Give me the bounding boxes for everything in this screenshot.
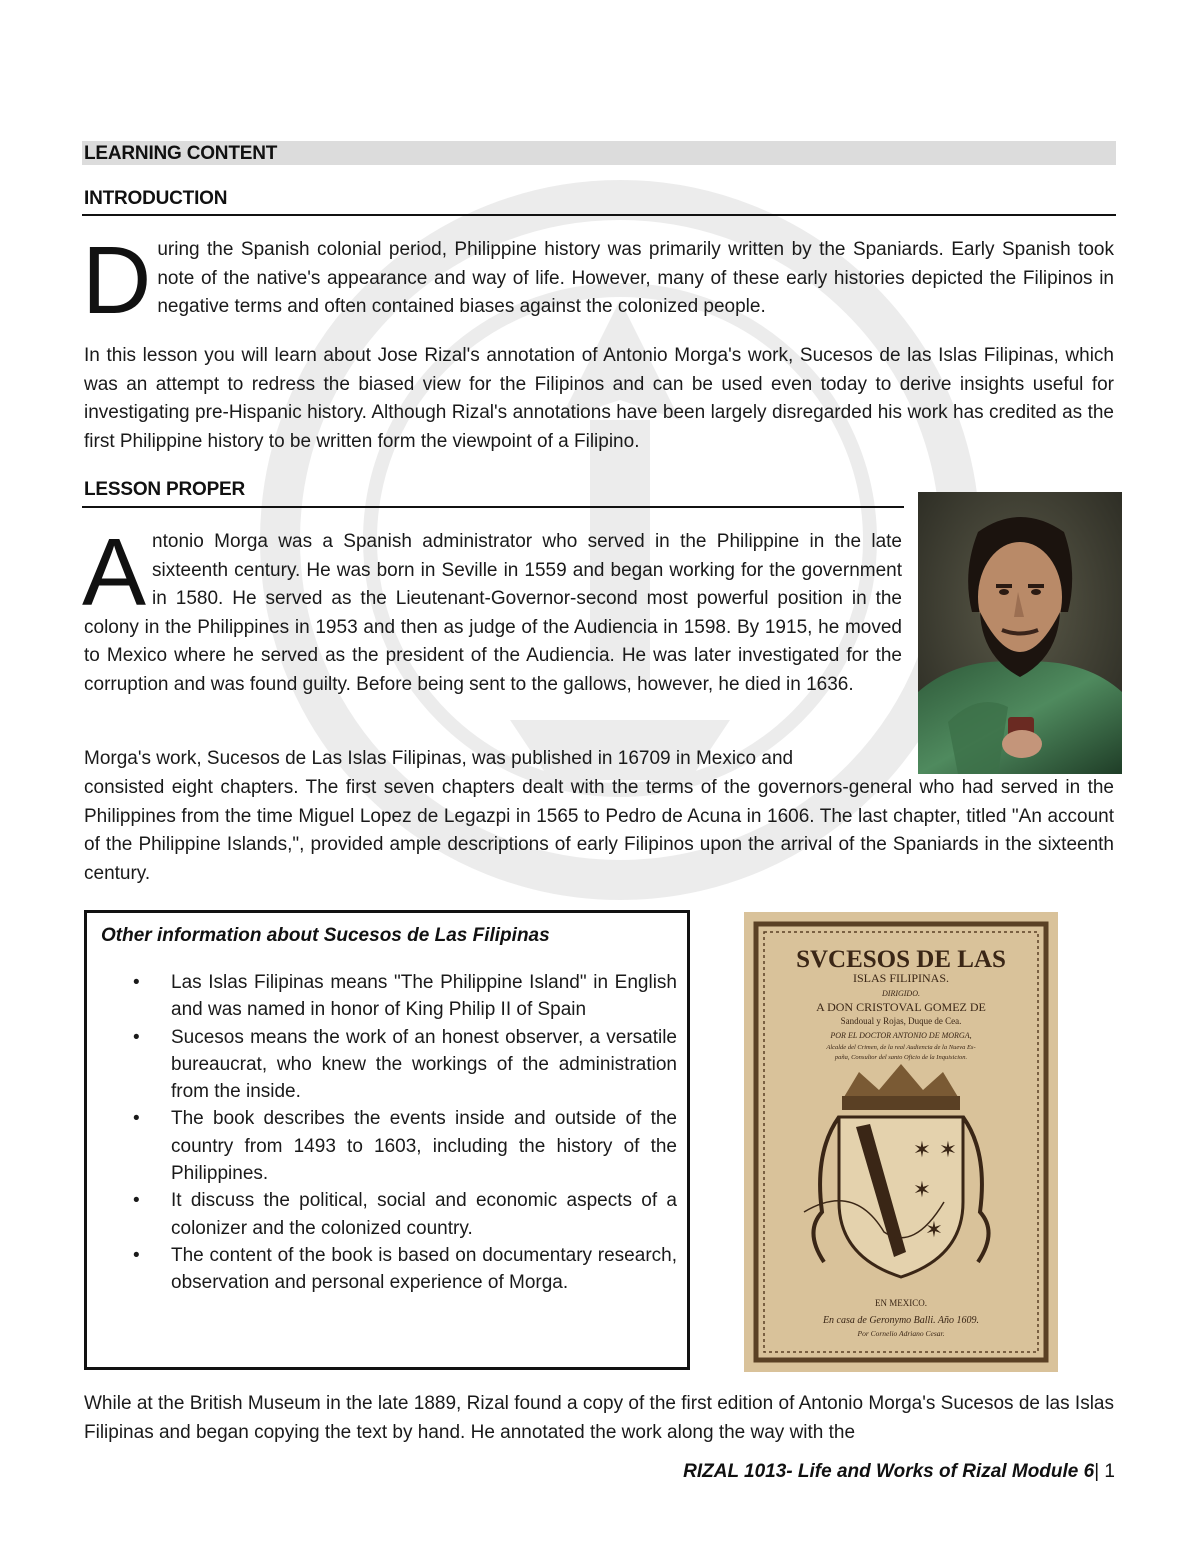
cover-title: SVCESOS DE LAS <box>796 946 1006 973</box>
svg-text:✶: ✶ <box>912 1137 932 1162</box>
footer-label: RIZAL 1013- Life and Works of Rizal Module 6 <box>683 1461 1095 1482</box>
info-box-title: Other information about Sucesos de Las Filipinas <box>101 925 550 946</box>
svg-text:✶: ✶ <box>924 1217 944 1242</box>
page-footer <box>683 1461 1115 1483</box>
lesson-paragraph-2: consisted eight chapters. The first seven chapters dealt with the terms of the governors-general who had served in the Philippines from the time Miguel Lopez de Legazpi in 1565 to Pedro de Acuna in 1606. The last chapter, titled "An account of the Philippine Islands,", provided ample descriptions of early Filipinos upon the arrival of the Spaniards in the sixteenth century. <box>84 777 1114 884</box>
cover-line: A DON CRISTOVAL GOMEZ DE <box>816 1000 986 1014</box>
dropcap-d: D <box>82 227 152 334</box>
list-item: • Las Islas Filipinas means "The Philippine Island" in English and was named in honor of King Philip II of Spain <box>171 969 677 1024</box>
list-item: • The book describes the events inside and outside of the country from 1493 to 1603, including the history of the Philippines. <box>171 1105 677 1187</box>
introduction-heading: INTRODUCTION <box>84 188 228 209</box>
list-item: • Sucesos means the work of an honest observer, a versatile bureaucrat, who knew the workings of the administration from the inside. <box>171 1024 677 1106</box>
lesson-paragraph-1: Antonio Morga was a Spanish administrator who served in the Philippine in the late sixteenth century. He was born in Seville in 1559 and began working for the government in 1580. He served as the Lieutenant-Governor-second most powerful position in the colony in the Philippines in 1953 and then as judge of the Audiencia in 1598. By 1915, he moved to Mexico where he served as the president of the Audiencia. He was later investigated for the corruption and was found guilty. Before being sent to the gallows, however, he died in 1636. <box>82 519 902 695</box>
list-item: • It discuss the political, social and economic aspects of a colonizer and the colonized country. <box>171 1187 677 1242</box>
info-list <box>101 969 677 1297</box>
introduction-rule <box>82 214 1116 216</box>
learning-content-heading: LEARNING CONTENT <box>84 143 278 164</box>
introduction-paragraph-2: In this lesson you will learn about Jose Rizal's annotation of Antonio Morga's work, Sucesos de las Islas Filipinas, which was an attempt to redress the biased view for the Filipinos and can be used even today to derive insights useful for investigating pre-Hispanic history. Although Rizal's annotations have been largely disregarded his work has credited as the first Philippine history to be written form the viewpoint of a Filipino. <box>84 345 1114 452</box>
cover-line: POR EL DOCTOR ANTONIO DE MORGA, <box>830 1031 972 1040</box>
cover-line: En casa de Geronymo Balli. Año 1609. <box>822 1315 980 1326</box>
svg-text:✶: ✶ <box>938 1137 958 1162</box>
lesson-proper-rule <box>82 506 904 508</box>
closing-paragraph: While at the British Museum in the late 1889, Rizal found a copy of the first edition of Antonio Morga's Sucesos de las Islas Filipinas and began copying the text by hand. He annotated the work along the way with the <box>84 1393 1114 1443</box>
sucesos-book-cover <box>744 912 1058 1372</box>
cover-line: Alcalde del Crimen, de la real Audiencia de la Nueva Es- <box>826 1044 976 1051</box>
cover-line: paña, Consultor del santo Oficio de la Inquisicion. <box>834 1054 968 1061</box>
lesson-paragraph-2-first-line: Morga's work, Sucesos de Las Islas Filipinas, was published in 16709 in Mexico and <box>84 748 794 769</box>
cover-line: Por Cornelio Adriano Cesar. <box>857 1329 945 1338</box>
cover-line: Sandoual y Rojas, Duque de Cea. <box>840 1016 962 1026</box>
cover-line: DIRIGIDO. <box>882 989 920 998</box>
page-number: | 1 <box>1094 1461 1115 1482</box>
lesson-proper-heading: LESSON PROPER <box>84 479 246 500</box>
cover-line: ISLAS FILIPINAS. <box>852 971 950 985</box>
list-item: • The content of the book is based on documentary research, observation and personal experience of Morga. <box>171 1242 677 1297</box>
cover-line: EN MEXICO. <box>875 1298 927 1308</box>
antonio-morga-portrait <box>918 492 1122 774</box>
dropcap-a: A <box>82 519 147 626</box>
info-box <box>84 910 690 1370</box>
svg-text:✶: ✶ <box>912 1177 932 1202</box>
introduction-paragraph-1: During the Spanish colonial period, Philippine history was primarily written by the Spaniards. Early Spanish took note of the native's appearance and way of life. However, many of these early histories depicted the Filipinos in negative terms and often contained biases against the colonized people. <box>82 227 1114 334</box>
